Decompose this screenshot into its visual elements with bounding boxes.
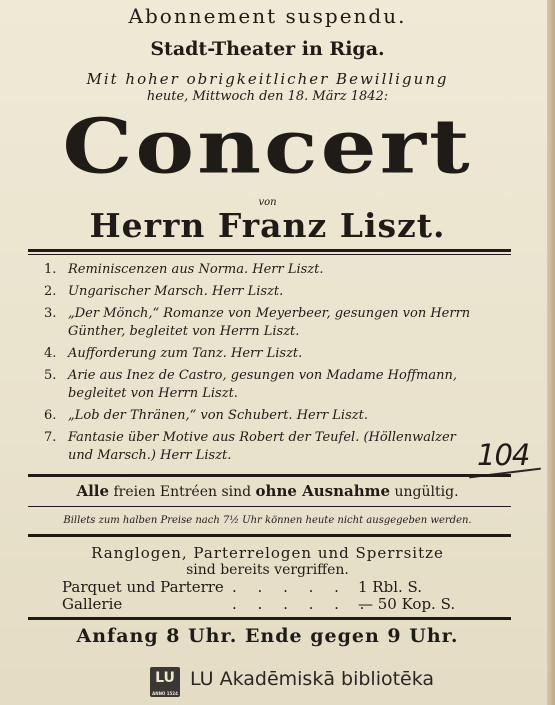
seating-line1: Ranglogen, Parterrelogen und Sperrsitze [91,544,444,562]
price-row-parquet [62,578,422,596]
item-text [68,429,456,465]
item-number: 2. [44,284,57,299]
price-value: — 50 Kop. S. [358,595,456,613]
poster-title: Concert [62,102,473,191]
library-watermark: LU Akadēmiskā bibliotēka [190,668,435,690]
program-item [44,283,474,301]
item-text [68,305,470,341]
divider-thick [28,617,511,620]
item-text: Ungarischer Marsch. Herr Liszt. [68,284,284,299]
notice-bold-word: Alle [76,482,110,500]
program-item [44,305,474,341]
abonnement-line: Abonnement suspendu. [128,4,407,28]
price-row-gallerie [62,595,455,613]
item-text: Reminiscenzen aus Norma. Herr Liszt. [68,262,324,277]
item-number: 6. [44,408,57,423]
item-text-line1: Fantasie über Motive aus Robert der Teufel. (Höllenwalzer [68,430,456,445]
seating-line2: sind bereits vergriffen. [186,562,349,578]
handwritten-number: 104 [477,438,530,472]
price-label: Parquet und Parterre [62,578,224,596]
logo-small-text: ANNO 1524 [152,691,178,696]
price-dots: . . . . . . [232,595,373,613]
item-number: 5. [44,368,57,383]
divider-thick [28,249,511,252]
price-dots: . . . . . [232,578,347,596]
artist-name: Herrn Franz Liszt. [89,206,446,245]
theater-name: Stadt-Theater in Riga. [150,38,385,60]
price-label: Gallerie [62,595,123,613]
billets-notice: Billets zum halben Preise nach 7½ Uhr können heute nicht ausgegeben werden. [63,515,472,526]
item-text-line1: „Der Mönch,“ Romanze von Meyerbeer, gesungen von Herrn [68,306,471,321]
program-item [44,407,474,425]
program-item [44,345,474,363]
start-end-times: Anfang 8 Uhr. Ende gegen 9 Uhr. [76,625,459,647]
item-text-line2: begleitet von Herrn Liszt. [68,386,238,401]
price-value: 1 Rbl. S. [358,578,423,596]
paper-edge [547,0,555,705]
divider-thick [28,474,511,477]
item-text: Aufforderung zum Tanz. Herr Liszt. [68,346,303,361]
divider-thin [28,254,511,255]
item-number: 4. [44,346,57,361]
von-label: von [258,197,277,208]
item-number: 7. [44,430,57,445]
item-text-line1: Arie aus Inez de Castro, gesungen von Madame Hoffmann, [68,368,457,383]
notice-text: freien Entréen sind [109,484,256,500]
permission-line: Mit hoher obrigkeitlicher Bewilligung [86,70,449,88]
program-item [44,429,474,465]
entree-notice [0,482,535,500]
program-item [44,261,474,279]
notice-text-end: ungültig. [390,484,459,500]
date-line: heute, Mittwoch den 18. März 1842: [146,89,389,104]
notice-bold-phrase: ohne Ausnahme [255,482,391,500]
item-number: 3. [44,306,57,321]
program-list [44,261,474,469]
program-item [44,367,474,403]
divider-thick [28,534,511,537]
logo-mark: LU [155,670,175,686]
item-text [68,367,457,403]
item-text: „Lob der Thränen,“ von Schubert. Herr Liszt. [68,408,368,423]
library-logo [150,667,180,697]
divider-thin [28,506,511,507]
item-number: 1. [44,262,57,277]
item-text-line2: und Marsch.) Herr Liszt. [68,448,232,463]
item-text-line2: Günther, begleitet von Herrn Liszt. [68,324,300,339]
